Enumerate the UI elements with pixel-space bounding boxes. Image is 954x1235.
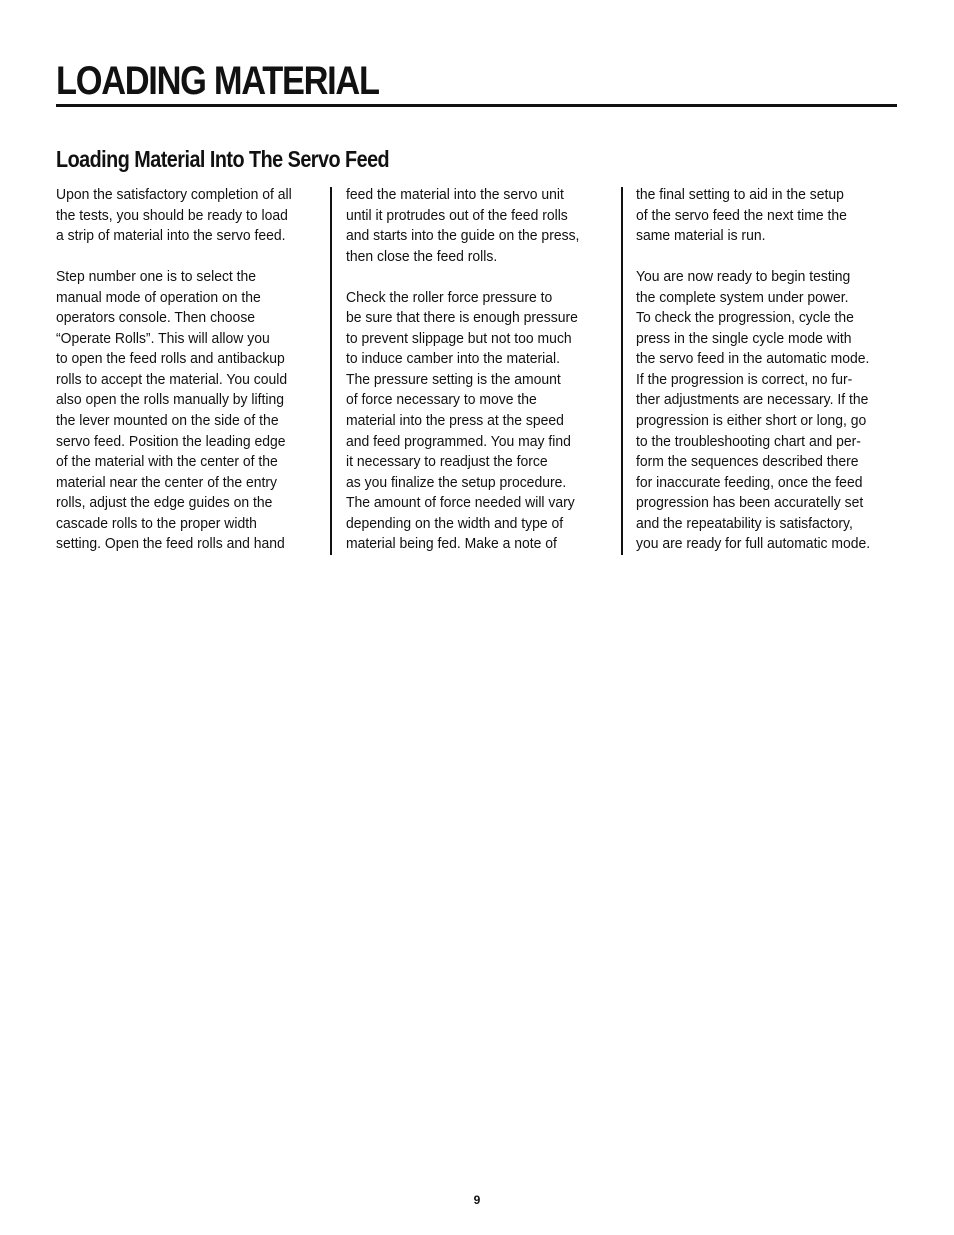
column-divider-1 — [330, 187, 332, 555]
text-line: to the troubleshooting chart and per- — [636, 432, 861, 450]
text-line: rolls, adjust the edge guides on the — [56, 494, 273, 512]
section-heading: Loading Material Into The Servo Feed — [56, 146, 390, 172]
text-line: If the progression is correct, no fur- — [636, 370, 853, 388]
text-line: be sure that there is enough pressure — [346, 309, 578, 327]
paragraph — [56, 267, 322, 555]
text-line: to prevent slippage but not too much — [346, 329, 572, 347]
paragraph — [346, 185, 612, 267]
text-line: setting. Open the feed rolls and hand — [56, 535, 285, 553]
page-number: 9 — [473, 1193, 481, 1207]
text-line: to open the feed rolls and antibackup — [56, 350, 285, 368]
text-line: then close the feed rolls. — [346, 247, 498, 265]
text-line: operators console. Then choose — [56, 309, 256, 327]
text-column-1 — [56, 185, 322, 575]
text-line: as you finalize the setup procedure. — [346, 473, 567, 491]
text-line: Step number one is to select the — [56, 268, 257, 286]
text-line: manual mode of operation on the — [56, 288, 261, 306]
text-column-3 — [636, 185, 902, 575]
text-line: progression has been accuratelly set — [636, 494, 864, 512]
text-line: depending on the width and type of — [346, 514, 564, 532]
text-line: You are now ready to begin testing — [636, 268, 851, 286]
text-line: the final setting to aid in the setup — [636, 186, 844, 203]
text-line: material being fed. Make a note of — [346, 535, 557, 553]
text-line: Check the roller force pressure to — [346, 288, 553, 306]
paragraph — [636, 267, 902, 555]
text-line: same material is run. — [636, 227, 766, 245]
text-line: press in the single cycle mode with — [636, 329, 852, 347]
text-line: also open the rolls manually by lifting — [56, 391, 284, 409]
text-line: of the servo feed the next time the — [636, 206, 847, 224]
text-line: the tests, you should be ready to load — [56, 206, 288, 224]
text-line: and starts into the guide on the press, — [346, 227, 580, 245]
paragraph — [636, 185, 902, 247]
text-line: of the material with the center of the — [56, 453, 278, 471]
text-line: the servo feed in the automatic mode. — [636, 350, 870, 368]
text-line: servo feed. Position the leading edge — [56, 432, 286, 450]
text-line: to induce camber into the material. — [346, 350, 561, 368]
text-line: you are ready for full automatic mode. — [636, 535, 871, 553]
text-line: the complete system under power. — [636, 288, 849, 306]
text-line: feed the material into the servo unit — [346, 186, 564, 203]
text-line: it necessary to readjust the force — [346, 453, 548, 471]
text-line: cascade rolls to the proper width — [56, 514, 257, 532]
text-line: “Operate Rolls”. This will allow you — [56, 329, 270, 347]
text-line: and feed programmed. You may find — [346, 432, 571, 450]
text-line: of force necessary to move the — [346, 391, 537, 409]
text-line: for inaccurate feeding, once the feed — [636, 473, 863, 491]
text-line: progression is either short or long, go — [636, 412, 867, 430]
paragraph — [346, 288, 612, 555]
text-line: and the repeatability is satisfactory, — [636, 514, 853, 532]
text-column-2 — [346, 185, 612, 575]
text-line: The amount of force needed will vary — [346, 494, 575, 512]
title-rule — [56, 104, 897, 107]
page-title: LOADING MATERIAL — [56, 59, 379, 103]
text-line: The pressure setting is the amount — [346, 370, 561, 388]
paragraph — [56, 185, 322, 247]
text-line: a strip of material into the servo feed. — [56, 227, 286, 245]
text-line: Upon the satisfactory completion of all — [56, 186, 292, 203]
text-line: To check the progression, cycle the — [636, 309, 854, 327]
text-line: the lever mounted on the side of the — [56, 412, 279, 430]
text-line: until it protrudes out of the feed rolls — [346, 206, 568, 224]
column-divider-2 — [621, 187, 623, 555]
text-line: material near the center of the entry — [56, 473, 278, 491]
text-line: form the sequences described there — [636, 453, 859, 471]
text-line: material into the press at the speed — [346, 412, 564, 430]
text-line: ther adjustments are necessary. If the — [636, 391, 869, 409]
text-line: rolls to accept the material. You could — [56, 370, 288, 388]
